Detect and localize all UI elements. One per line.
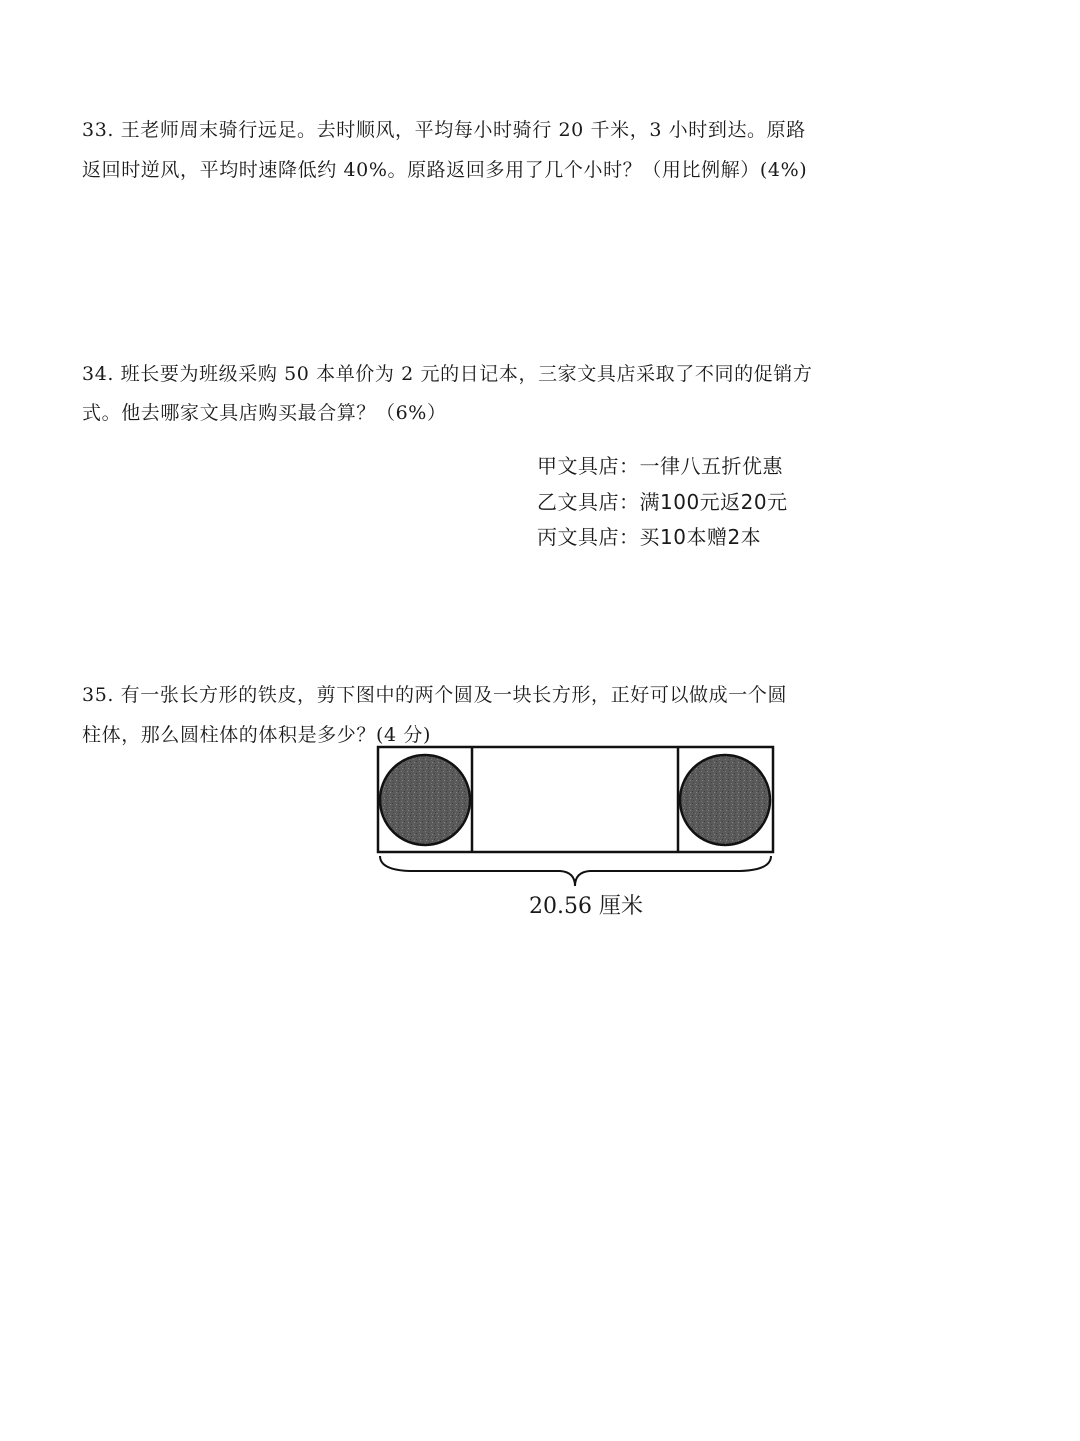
- promotion-store-yi: 乙文具店：满100元返20元: [537, 490, 788, 514]
- promotion-store-jia: 甲文具店：一律八五折优惠: [537, 454, 783, 478]
- question-33-line-1: 33. 王老师周末骑行远足。去时顺风，平均每小时骑行 20 千米，3 小时到达。原路: [82, 119, 806, 141]
- question-34-line-1: 34. 班长要为班级采购 50 本单价为 2 元的日记本，三家文具店采取了不同的促销方: [82, 363, 813, 385]
- question-34-line-2: 式。他去哪家文具店购买最合算？（6%）: [82, 402, 447, 424]
- right-circle: [680, 755, 770, 845]
- promotion-store-bing: 丙文具店：买10本赠2本: [537, 525, 762, 549]
- width-label: 20.56 厘米: [529, 894, 643, 919]
- question-33-line-2: 返回时逆风，平均时速降低约 40%。原路返回多用了几个小时？（用比例解）(4%): [82, 159, 808, 181]
- left-circle: [380, 755, 470, 845]
- width-brace: [380, 856, 771, 886]
- question-35-line-1: 35. 有一张长方形的铁皮，剪下图中的两个圆及一块长方形，正好可以做成一个圆: [82, 684, 788, 706]
- question-35-line-2: 柱体，那么圆柱体的体积是多少？(4 分): [82, 724, 431, 746]
